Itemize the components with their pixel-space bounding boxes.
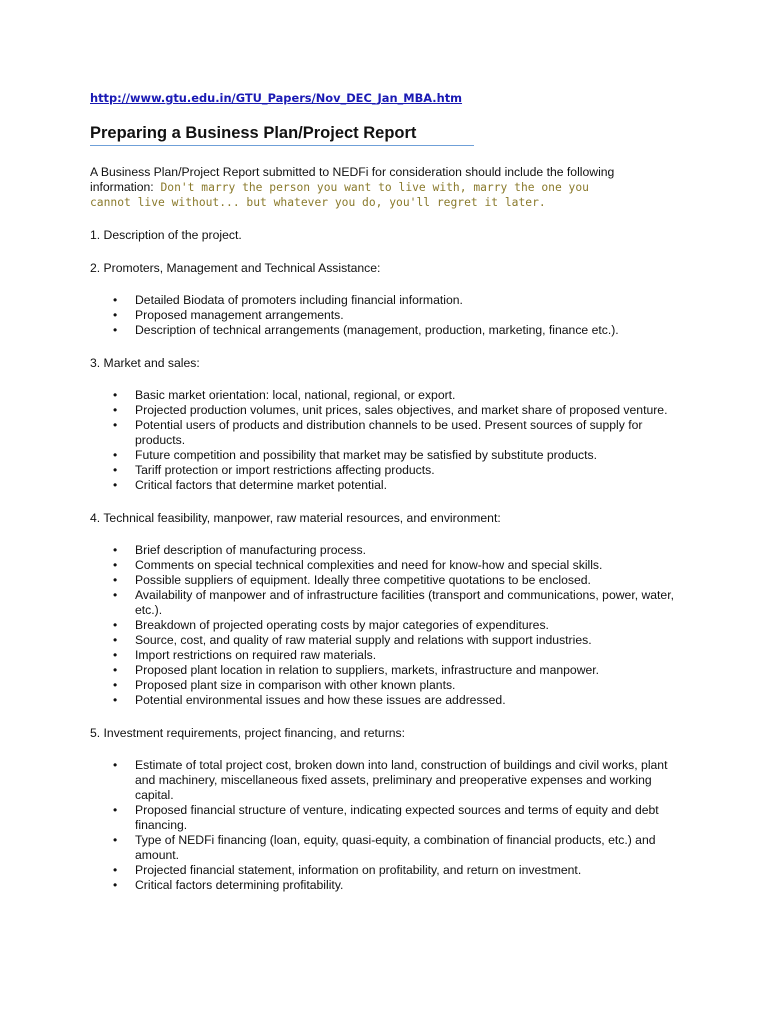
list-item: • Critical factors that determine market potential. — [90, 478, 690, 493]
quote-line-2: cannot live without... but whatever you do, you'll regret it later. — [90, 196, 546, 209]
section-3-heading: 3. Market and sales: — [90, 356, 200, 370]
intro-line-2 — [90, 180, 690, 195]
list-item: • Proposed plant location in relation to suppliers, markets, infrastructure and manpower. — [90, 663, 690, 678]
list-item: • Potential users of products and distribution channels to be used. Present sources of supply for products. — [90, 418, 690, 448]
quote-line: Don't marry the person you want to live with, marry the one you — [160, 181, 589, 194]
document-title: Preparing a Business Plan/Project Report — [90, 123, 474, 146]
list-item: • Detailed Biodata of promoters including financial information. — [90, 293, 690, 308]
list-item: • Projected production volumes, unit prices, sales objectives, and market share of proposed venture. — [90, 403, 690, 418]
list-item: • Comments on special technical complexities and need for know-how and special skills. — [90, 558, 690, 573]
list-item: • Proposed financial structure of venture, indicating expected sources and terms of equity and debt financing. — [90, 803, 690, 833]
intro-prefix: information: — [90, 180, 154, 194]
section-2-list — [90, 293, 690, 338]
list-item: • Future competition and possibility that market may be satisfied by substitute products. — [90, 448, 690, 463]
list-item: • Projected financial statement, information on profitability, and return on investment. — [90, 863, 690, 878]
intro-paragraph — [90, 165, 690, 210]
list-item: • Description of technical arrangements (management, production, marketing, finance etc.). — [90, 323, 690, 338]
list-item: • Estimate of total project cost, broken down into land, construction of buildings and civil works, plant and machinery, miscellaneous fixed assets, preliminary and preoperative expenses and working capital. — [90, 758, 690, 803]
list-item: • Import restrictions on required raw materials. — [90, 648, 690, 663]
section-4-list — [90, 543, 690, 708]
intro-line: A Business Plan/Project Report submitted to NEDFi for consideration should include the following — [90, 165, 615, 179]
list-item: • Critical factors determining profitability. — [90, 878, 690, 893]
document-page — [90, 91, 690, 893]
list-item: • Possible suppliers of equipment. Ideally three competitive quotations to be enclosed. — [90, 573, 690, 588]
list-item: • Proposed plant size in comparison with other known plants. — [90, 678, 690, 693]
section-2-heading: 2. Promoters, Management and Technical Assistance: — [90, 261, 381, 275]
section-1-heading: 1. Description of the project. — [90, 228, 242, 242]
list-item: • Type of NEDFi financing (loan, equity, quasi-equity, a combination of financial products, etc.) and amount. — [90, 833, 690, 863]
section-5-list — [90, 758, 690, 893]
list-item: • Source, cost, and quality of raw material supply and relations with support industries. — [90, 633, 690, 648]
list-item: • Breakdown of projected operating costs by major categories of expenditures. — [90, 618, 690, 633]
list-item: • Tariff protection or import restrictions affecting products. — [90, 463, 690, 478]
list-item: • Basic market orientation: local, national, regional, or export. — [90, 388, 690, 403]
list-item: • Potential environmental issues and how these issues are addressed. — [90, 693, 690, 708]
list-item: • Proposed management arrangements. — [90, 308, 690, 323]
list-item: • Availability of manpower and of infrastructure facilities (transport and communications, power, water, etc.). — [90, 588, 690, 618]
source-link[interactable]: http://www.gtu.edu.in/GTU_Papers/Nov_DEC_Jan_MBA.htm — [90, 91, 463, 105]
section-4-heading: 4. Technical feasibility, manpower, raw material resources, and environment: — [90, 511, 501, 525]
section-3-list — [90, 388, 690, 493]
list-item: • Brief description of manufacturing process. — [90, 543, 690, 558]
section-5-heading: 5. Investment requirements, project financing, and returns: — [90, 726, 406, 740]
